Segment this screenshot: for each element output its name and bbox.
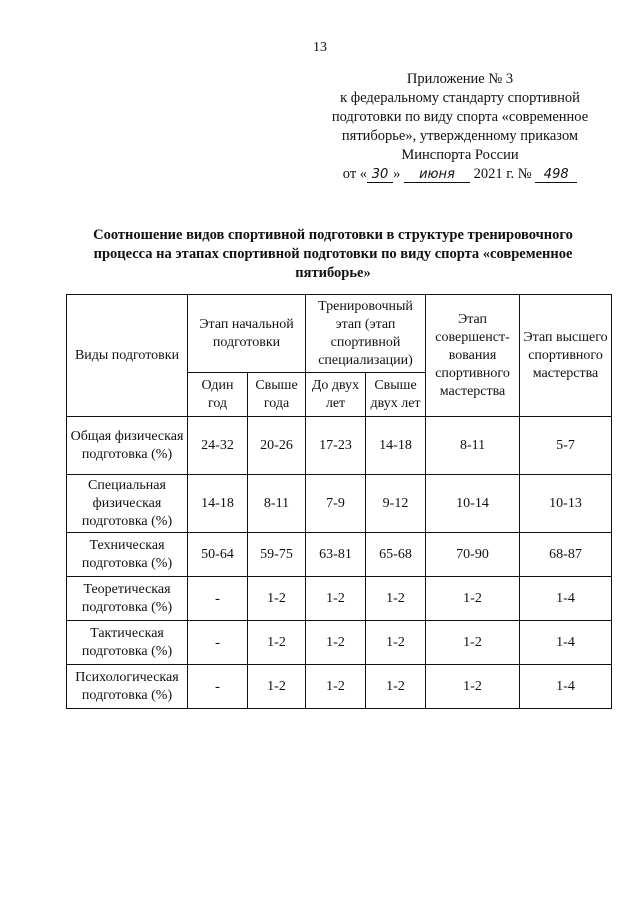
row-label: Теоретическая подготовка (%): [67, 577, 188, 621]
appendix-header: [300, 70, 620, 184]
cell-value: 1-2: [306, 621, 366, 665]
row-label: Техническая подготовка (%): [67, 533, 188, 577]
cell-value: 17-23: [306, 417, 366, 475]
header-stage-improvement: Этап совершенст-вования спортивного мастерства: [426, 295, 520, 417]
cell-value: 68-87: [520, 533, 612, 577]
cell-value: 1-2: [248, 621, 306, 665]
appendix-line-4: пятиборье», утвержденному приказом: [341, 128, 579, 144]
table-row: [67, 665, 612, 709]
cell-value: 1-2: [426, 621, 520, 665]
order-date-line: [300, 165, 620, 184]
table-header-row: [67, 295, 612, 373]
header-stage-training: Тренировочный этап (этап спортивной специализации): [306, 295, 426, 373]
subheader-one-year: Один год: [188, 373, 248, 417]
cell-value: -: [188, 621, 248, 665]
cell-value: 1-2: [248, 665, 306, 709]
date-prefix: от «: [342, 166, 368, 182]
appendix-line-1: Приложение № 3: [406, 71, 514, 87]
cell-value: 24-32: [188, 417, 248, 475]
cell-value: 10-14: [426, 475, 520, 533]
cell-value: 1-2: [248, 577, 306, 621]
date-day-close: »: [393, 166, 401, 182]
row-label: Тактическая подготовка (%): [67, 621, 188, 665]
order-day: 30: [367, 167, 393, 183]
cell-value: 1-4: [520, 621, 612, 665]
cell-value: 63-81: [306, 533, 366, 577]
order-number: 498: [535, 167, 577, 183]
training-ratio-table: [66, 294, 612, 709]
cell-value: 1-2: [366, 577, 426, 621]
row-label: Психологическая подготовка (%): [67, 665, 188, 709]
cell-value: 1-2: [366, 665, 426, 709]
cell-value: 10-13: [520, 475, 612, 533]
cell-value: 70-90: [426, 533, 520, 577]
cell-value: 9-12: [366, 475, 426, 533]
cell-value: 1-2: [366, 621, 426, 665]
header-stage-initial: Этап начальной подготовки: [188, 295, 306, 373]
table-row: [67, 417, 612, 475]
cell-value: 1-4: [520, 577, 612, 621]
cell-value: 14-18: [188, 475, 248, 533]
page-number: 13: [313, 40, 327, 55]
subheader-up-to-two-years: До двух лет: [306, 373, 366, 417]
document-title: Соотношение видов спортивной подготовки в структуре тренировочного процесса на этапах спортивной подготовки по виду спорта «современное пятиборье»: [93, 227, 573, 281]
cell-value: -: [188, 577, 248, 621]
table-row: [67, 577, 612, 621]
order-month: июня: [404, 167, 470, 183]
header-stage-highest: Этап высшего спортивного мастерства: [520, 295, 612, 417]
cell-value: -: [188, 665, 248, 709]
cell-value: 14-18: [366, 417, 426, 475]
order-year-text: 2021 г. №: [473, 166, 532, 182]
cell-value: 50-64: [188, 533, 248, 577]
appendix-line-5: Минспорта России: [401, 147, 519, 163]
appendix-line-2: к федеральному стандарту спортивной: [340, 90, 580, 106]
subheader-over-two-years: Свыше двух лет: [366, 373, 426, 417]
cell-value: 8-11: [248, 475, 306, 533]
cell-value: 1-2: [306, 577, 366, 621]
cell-value: 1-2: [426, 577, 520, 621]
subheader-over-year: Свыше года: [248, 373, 306, 417]
cell-value: 1-4: [520, 665, 612, 709]
table-row: [67, 533, 612, 577]
row-label: Специальная физическая подготовка (%): [67, 475, 188, 533]
cell-value: 5-7: [520, 417, 612, 475]
cell-value: 65-68: [366, 533, 426, 577]
row-label: Общая физическая подготовка (%): [67, 417, 188, 475]
cell-value: 1-2: [426, 665, 520, 709]
cell-value: 7-9: [306, 475, 366, 533]
cell-value: 20-26: [248, 417, 306, 475]
appendix-line-3: подготовки по виду спорта «современное: [331, 109, 589, 125]
cell-value: 59-75: [248, 533, 306, 577]
header-types: Виды подготовки: [67, 295, 188, 417]
cell-value: 8-11: [426, 417, 520, 475]
table-row: [67, 475, 612, 533]
table-row: [67, 621, 612, 665]
cell-value: 1-2: [306, 665, 366, 709]
